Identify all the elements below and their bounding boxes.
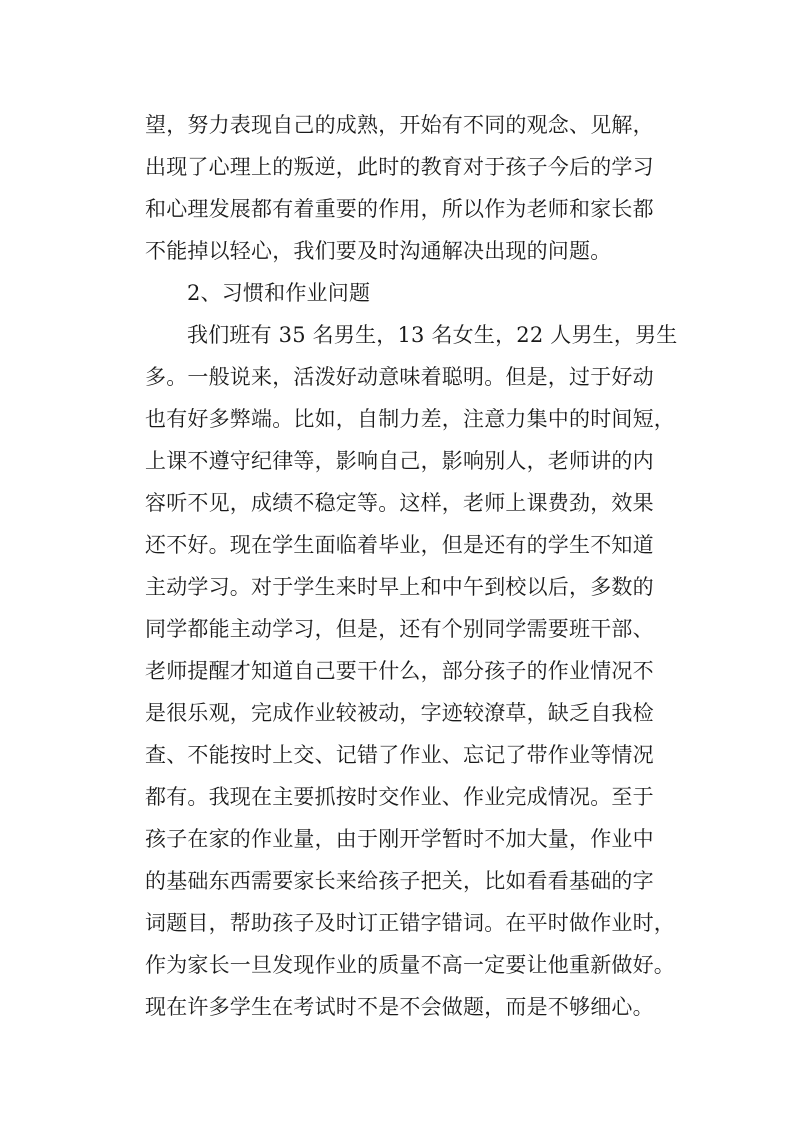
text-line: 老师提醒才知道自己要干什么，部分孩子的作业情况不 [145,659,654,683]
text-line: 和心理发展都有着重要的作用，所以作为老师和家长都 [145,197,654,221]
body-text [145,104,678,1028]
text-line: 查、不能按时上交、记错了作业、忘记了带作业等情况 [145,743,654,767]
text-line: 现在许多学生在考试时不是不会做题，而是不够细心。 [145,995,654,1019]
text-line: 是很乐观，完成作业较被动，字迹较潦草，缺乏自我检 [145,701,654,725]
text-line: 望，努力表现自己的成熟，开始有不同的观念、见解， [145,113,654,137]
text-line: 还不好。现在学生面临着毕业，但是还有的学生不知道 [145,533,654,557]
text-line: 作为家长一旦发现作业的质量不高一定要让他重新做好。 [145,953,675,977]
text-line: 多。一般说来，活泼好动意味着聪明。但是，过于好动 [145,365,654,389]
text-line: 上课不遵守纪律等，影响自己，影响别人，老师讲的内 [145,449,654,473]
paragraph-first-line: 我们班有 35 名男生，13 名女生，22 人男生，男生 [187,323,678,347]
text-line: 不能掉以轻心，我们要及时沟通解决出现的问题。 [145,239,612,263]
text-line: 主动学习。对于学生来时早上和中午到校以后，多数的 [145,575,654,599]
text-line: 孩子在家的作业量，由于刚开学暂时不加大量，作业中 [145,827,654,851]
text-line: 词题目，帮助孩子及时订正错字错词。在平时做作业时， [145,911,675,935]
text-line: 的基础东西需要家长来给孩子把关，比如看看基础的字 [145,869,654,893]
text-line: 都有。我现在主要抓按时交作业、作业完成情况。至于 [145,785,654,809]
section-heading: 2、习惯和作业问题 [187,281,371,305]
text-line: 容听不见，成绩不稳定等。这样，老师上课费劲，效果 [145,491,654,515]
text-line: 也有好多弊端。比如，自制力差，注意力集中的时间短， [145,407,675,431]
text-line: 出现了心理上的叛逆，此时的教育对于孩子今后的学习 [145,155,654,179]
text-line: 同学都能主动学习，但是，还有个别同学需要班干部、 [145,617,654,641]
